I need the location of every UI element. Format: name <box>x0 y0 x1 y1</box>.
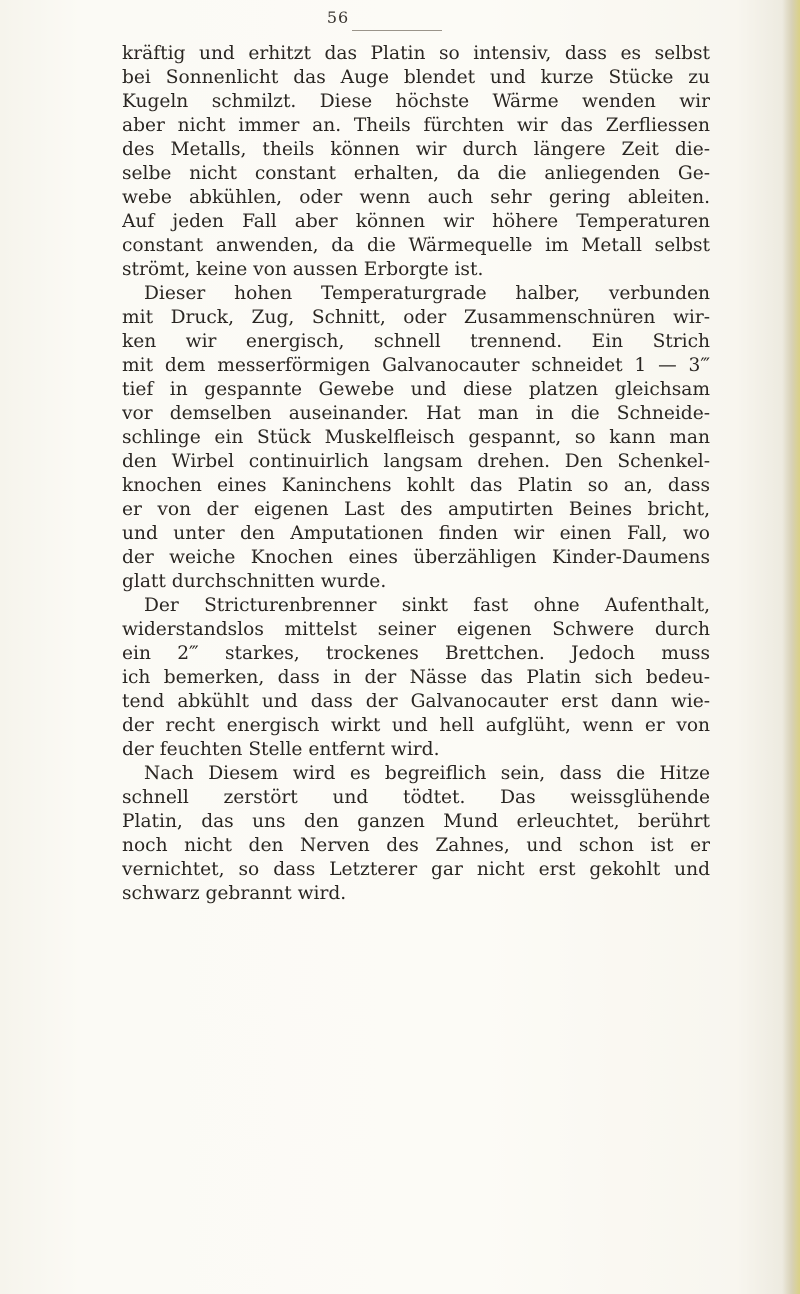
text-line: den Wirbel continuirlich langsam drehen. Den Schenkel- <box>122 451 710 472</box>
text-line: Auf jeden Fall aber können wir höhere Temperaturen <box>122 211 710 232</box>
text-line: der recht energisch wirkt und hell aufglüht, wenn er von <box>122 715 710 736</box>
text-line: widerstandslos mittelst seiner eigenen Schwere durch <box>122 619 710 640</box>
text-line: vor demselben auseinander. Hat man in die Schneide- <box>122 403 710 424</box>
text-line: der weiche Knochen eines überzähligen Kinder-Daumens <box>122 547 710 568</box>
page-number-underline <box>352 30 442 31</box>
text-line: vernichtet, so dass Letzterer gar nicht erst gekohlt und <box>122 859 710 880</box>
text-line: glatt durchschnitten wurde. <box>122 571 387 592</box>
text-line: schnell zerstört und tödtet. Das weissglühende <box>122 787 710 808</box>
text-line: er von der eigenen Last des amputirten Beines bricht, <box>122 499 710 520</box>
text-line: mit Druck, Zug, Schnitt, oder Zusammenschnüren wir- <box>122 307 710 328</box>
text-line: Nach Diesem wird es begreiflich sein, dass die Hitze <box>144 763 710 784</box>
text-line: constant anwenden, da die Wärmequelle im Metall selbst <box>122 235 710 256</box>
text-line: ich bemerken, dass in der Nässe das Platin sich bedeu- <box>122 667 710 688</box>
text-line: des Metalls, theils können wir durch längere Zeit die- <box>122 139 710 160</box>
text-line: strömt, keine von aussen Erborgte ist. <box>122 259 484 280</box>
text-line: knochen eines Kaninchens kohlt das Platin so an, dass <box>122 475 710 496</box>
text-line: der feuchten Stelle entfernt wird. <box>122 739 440 760</box>
text-line: ken wir energisch, schnell trennend. Ein Strich <box>122 331 710 352</box>
text-line: mit dem messerförmigen Galvanocauter schneidet 1 — 3‴ <box>122 355 710 376</box>
text-line: Kugeln schmilzt. Diese höchste Wärme wenden wir <box>122 91 710 112</box>
text-line: schlinge ein Stück Muskelfleisch gespannt, so kann man <box>122 427 710 448</box>
text-line: noch nicht den Nerven des Zahnes, und schon ist er <box>122 835 710 856</box>
text-line: bei Sonnenlicht das Auge blendet und kurze Stücke zu <box>122 67 710 88</box>
text-line: aber nicht immer an. Theils fürchten wir das Zerfliessen <box>122 115 710 136</box>
text-line: ein 2‴ starkes, trockenes Brettchen. Jedoch muss <box>122 643 710 664</box>
text-line: Der Stricturenbrenner sinkt fast ohne Aufenthalt, <box>144 595 710 616</box>
page-number: 56 <box>326 8 350 27</box>
text-line: tend abkühlt und dass der Galvanocauter erst dann wie- <box>122 691 710 712</box>
text-line: selbe nicht constant erhalten, da die anliegenden Ge- <box>122 163 710 184</box>
body-text <box>122 42 710 906</box>
text-line: schwarz gebrannt wird. <box>122 883 347 904</box>
text-line: kräftig und erhitzt das Platin so intensiv, dass es selbst <box>122 43 710 64</box>
text-line: Platin, das uns den ganzen Mund erleuchtet, berührt <box>122 811 710 832</box>
text-line: webe abkühlen, oder wenn auch sehr gering ableiten. <box>122 187 710 208</box>
text-line: Dieser hohen Temperaturgrade halber, verbunden <box>144 283 710 304</box>
text-line: und unter den Amputationen finden wir einen Fall, wo <box>122 523 710 544</box>
text-line: tief in gespannte Gewebe und diese platzen gleichsam <box>122 379 710 400</box>
page-edge-shadow <box>782 0 800 1294</box>
